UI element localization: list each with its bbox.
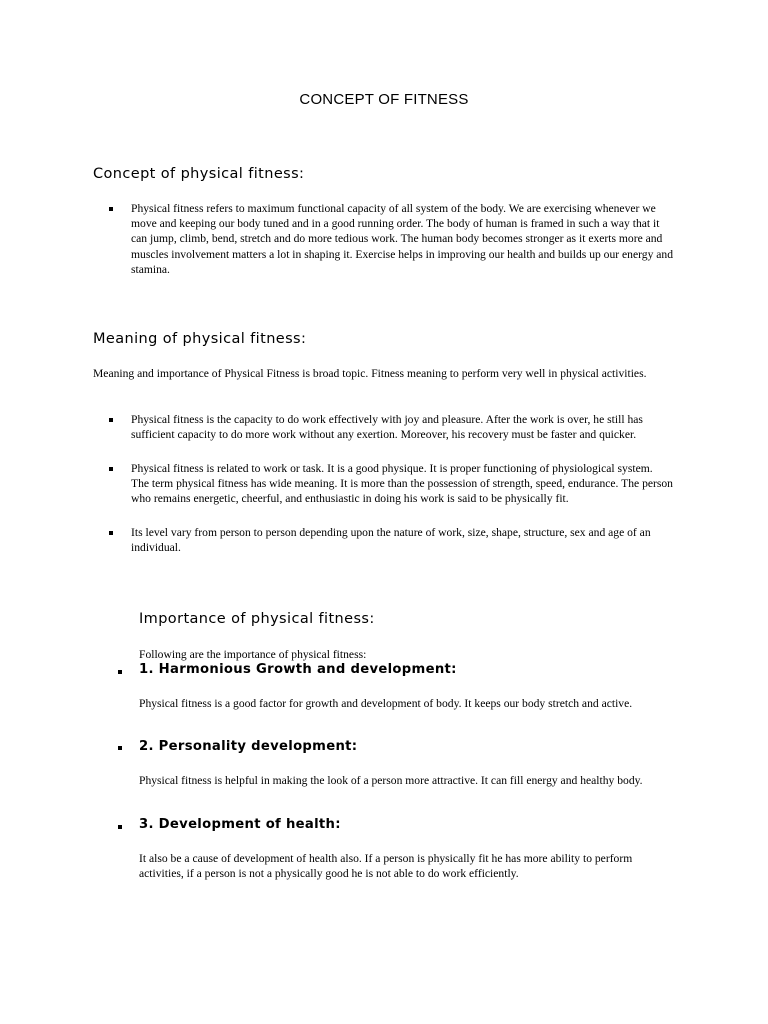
bullet-marker: [109, 207, 113, 211]
bullet-marker: [109, 531, 113, 535]
meaning-bullet-1: Physical fitness is the capacity to do work effectively with joy and pleasure. After the work is over, he still has sufficient capacity to do more work without any exertion. Moreover, his recovery must be faster and quicker.: [131, 413, 643, 442]
meaning-intro: Meaning and importance of Physical Fitness is broad topic. Fitness meaning to perform very well in physical activities.: [93, 367, 647, 380]
concept-bullet-text: Physical fitness refers to maximum functional capacity of all system of the body. We are exercising whenever we move and keeping our body tuned and in a good running order. The body of human is framed in such a way that it can jump, climb, bend, stretch and do more tedious work. The human body becomes stronger as it exerts more and muscles involvement matters a lot in shaping it. Exercise helps in improving our health and builds up our energy and stamina.: [131, 202, 674, 276]
bullet-marker: [109, 467, 113, 471]
importance-item-2-text: Physical fitness is helpful in making the look of a person more attractive. It can fill energy and healthy body.: [139, 774, 643, 787]
importance-item-1-text: Physical fitness is a good factor for growth and development of body. It keeps our body stretch and active.: [139, 697, 633, 710]
meaning-bullet-3: Its level vary from person to person depending upon the nature of work, size, shape, structure, sex and age of an individual.: [131, 526, 651, 555]
bullet-marker: [118, 825, 122, 829]
importance-item-3-heading: 3. Development of health:: [139, 817, 341, 832]
bullet-marker: [118, 670, 122, 674]
importance-item-3-text: It also be a cause of development of health also. If a person is physically fit he has more ability to perform activities, if a person is not a physically good he is not able to do work efficiently.: [139, 852, 633, 881]
meaning-heading: Meaning of physical fitness:: [93, 331, 307, 347]
bullet-marker: [118, 746, 122, 750]
meaning-bullet-2: Physical fitness is related to work or task. It is a good physique. It is proper functioning of physiological system. The term physical fitness has wide meaning. It is more than the possession of strength, speed, endurance. The person who remains energetic, cheerful, and enthusiastic in doing his work is said to be physically fit.: [131, 462, 673, 506]
bullet-marker: [109, 418, 113, 422]
importance-item-1-heading: 1. Harmonious Growth and development:: [139, 662, 457, 677]
document-title: CONCEPT OF FITNESS: [299, 91, 469, 108]
concept-heading: Concept of physical fitness:: [93, 166, 305, 182]
importance-intro: Following are the importance of physical fitness:: [139, 648, 367, 661]
importance-heading: Importance of physical fitness:: [139, 611, 375, 627]
importance-item-2-heading: 2. Personality development:: [139, 739, 358, 754]
